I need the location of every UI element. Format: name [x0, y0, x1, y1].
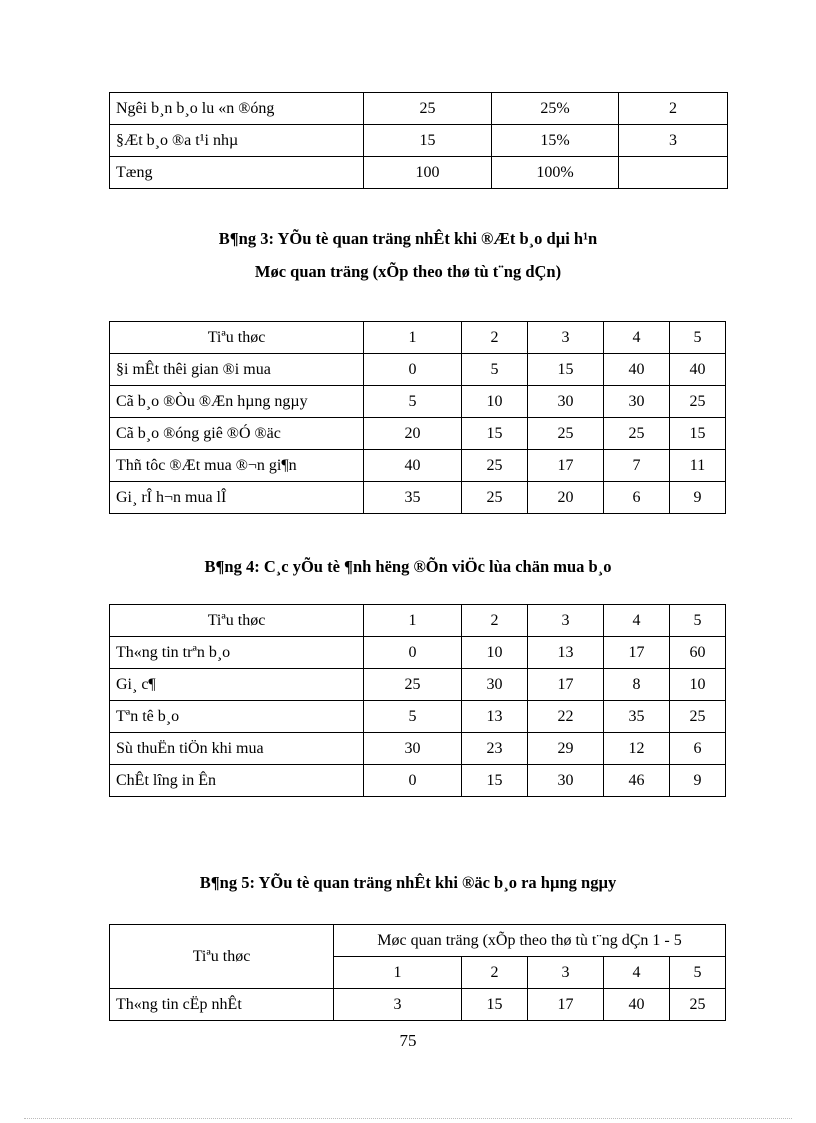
table-row: [110, 125, 728, 157]
table-row: [110, 733, 726, 765]
table-row: [110, 93, 728, 125]
value-cell: 25: [462, 450, 528, 482]
table3-header-row: [110, 322, 726, 354]
row-label-cell: Th«ng tin trªn b¸o: [110, 637, 364, 669]
value-cell: 40: [604, 354, 670, 386]
value-cell: 30: [528, 765, 604, 797]
value-cell: 9: [670, 482, 726, 514]
value-cell: 25: [670, 989, 726, 1021]
row-label-cell: Cã b¸o ®óng giê ®Ó ®äc: [110, 418, 364, 450]
row-label-cell: ChÊt lîng in Ên: [110, 765, 364, 797]
value-cell: 15: [462, 765, 528, 797]
value-cell: 35: [364, 482, 462, 514]
value-cell: 30: [462, 669, 528, 701]
table5-level: 2: [462, 957, 528, 989]
table5-caption: B¶ng 5: YÕu tè quan träng nhÊt khi ®äc b¸o ra hµng ngµy: [199, 873, 617, 892]
value-cell: [619, 157, 728, 189]
value-cell: 9: [670, 765, 726, 797]
value-cell: 10: [462, 637, 528, 669]
header-level-cell: 2: [462, 605, 528, 637]
header-level-cell: 3: [528, 605, 604, 637]
table5-header-row-1: [110, 925, 726, 957]
value-cell: 29: [528, 733, 604, 765]
value-cell: 2: [619, 93, 728, 125]
value-cell: 23: [462, 733, 528, 765]
header-level-cell: 5: [670, 605, 726, 637]
table-row: [110, 354, 726, 386]
table3-subcaption: Møc quan träng (xÕp theo thø tù t¨ng dÇn): [254, 262, 562, 281]
table-row: [110, 482, 726, 514]
value-cell: 35: [604, 701, 670, 733]
value-cell: 25: [364, 669, 462, 701]
header-level-cell: 4: [604, 605, 670, 637]
value-cell: 40: [670, 354, 726, 386]
value-cell: 60: [670, 637, 726, 669]
row-label-cell: Tæng: [110, 157, 364, 189]
value-cell: 6: [604, 482, 670, 514]
table-row: [110, 701, 726, 733]
row-label-cell: Gi¸ rÎ h¬n mua lÎ: [110, 482, 364, 514]
value-cell: 17: [528, 669, 604, 701]
value-cell: 30: [528, 386, 604, 418]
page-number: 75: [399, 1031, 417, 1050]
header-level-cell: 1: [364, 322, 462, 354]
value-cell: 22: [528, 701, 604, 733]
header-level-cell: 2: [462, 322, 528, 354]
table3-caption: B¶ng 3: YÕu tè quan träng nhÊt khi ®Æt b¸o dµi h¹n: [218, 229, 598, 248]
value-cell: 10: [462, 386, 528, 418]
row-label-cell: Ngêi b¸n b¸o lu «n ®óng: [110, 93, 364, 125]
value-cell: 0: [364, 637, 462, 669]
table4-header-row: [110, 605, 726, 637]
value-cell: 25: [604, 418, 670, 450]
value-cell: 10: [670, 669, 726, 701]
row-label-cell: Gi¸ c¶: [110, 669, 364, 701]
row-label-cell: Th«ng tin cËp nhÊt: [110, 989, 334, 1021]
table5-group-header: Møc quan träng (xÕp theo thø tù t¨ng dÇn 1 - 5: [334, 925, 726, 957]
table5-level: 1: [334, 957, 462, 989]
value-cell: 7: [604, 450, 670, 482]
value-cell: 8: [604, 669, 670, 701]
value-cell: 17: [528, 450, 604, 482]
value-cell: 25%: [492, 93, 619, 125]
value-cell: 40: [364, 450, 462, 482]
value-cell: 40: [604, 989, 670, 1021]
value-cell: 25: [462, 482, 528, 514]
value-cell: 17: [604, 637, 670, 669]
value-cell: 20: [528, 482, 604, 514]
header-level-cell: 4: [604, 322, 670, 354]
value-cell: 5: [462, 354, 528, 386]
value-cell: 12: [604, 733, 670, 765]
value-cell: 0: [364, 354, 462, 386]
row-label-cell: Tªn tê b¸o: [110, 701, 364, 733]
table4-caption: B¶ng 4: C¸c yÕu tè ¶nh hëng ®Õn viÖc lùa chän mua b¸o: [204, 557, 612, 576]
header-label-cell: Tiªu thøc: [110, 605, 364, 637]
table-top: [109, 92, 728, 189]
value-cell: 13: [528, 637, 604, 669]
value-cell: 13: [462, 701, 528, 733]
value-cell: 6: [670, 733, 726, 765]
table-5: [109, 924, 726, 1021]
value-cell: 17: [528, 989, 604, 1021]
table-row: [110, 157, 728, 189]
table-row: [110, 669, 726, 701]
row-label-cell: Sù thuËn tiÖn khi mua: [110, 733, 364, 765]
header-label-cell: Tiªu thøc: [110, 322, 364, 354]
table5-level: 4: [604, 957, 670, 989]
value-cell: 15: [528, 354, 604, 386]
value-cell: 100: [364, 157, 492, 189]
table-row: [110, 418, 726, 450]
value-cell: 11: [670, 450, 726, 482]
row-label-cell: Cã b¸o ®Òu ®Æn hµng ngµy: [110, 386, 364, 418]
table5-level: 3: [528, 957, 604, 989]
header-level-cell: 1: [364, 605, 462, 637]
value-cell: 15%: [492, 125, 619, 157]
value-cell: 25: [364, 93, 492, 125]
value-cell: 0: [364, 765, 462, 797]
value-cell: 15: [462, 418, 528, 450]
value-cell: 100%: [492, 157, 619, 189]
value-cell: 5: [364, 386, 462, 418]
value-cell: 3: [334, 989, 462, 1021]
header-level-cell: 3: [528, 322, 604, 354]
table-row: [110, 637, 726, 669]
value-cell: 30: [604, 386, 670, 418]
value-cell: 25: [528, 418, 604, 450]
footer-rule: [24, 1118, 792, 1119]
table-row: [110, 386, 726, 418]
value-cell: 15: [462, 989, 528, 1021]
table-4: [109, 604, 726, 797]
table-row: [110, 989, 726, 1021]
value-cell: 15: [670, 418, 726, 450]
table-row: [110, 765, 726, 797]
value-cell: 25: [670, 386, 726, 418]
table-row: [110, 450, 726, 482]
row-label-cell: §Æt b¸o ®a t¹i nhµ: [110, 125, 364, 157]
value-cell: 5: [364, 701, 462, 733]
value-cell: 30: [364, 733, 462, 765]
row-label-cell: Thñ tôc ®Æt mua ®¬n gi¶n: [110, 450, 364, 482]
value-cell: 25: [670, 701, 726, 733]
value-cell: 15: [364, 125, 492, 157]
value-cell: 20: [364, 418, 462, 450]
table-3: [109, 321, 726, 514]
table5-level: 5: [670, 957, 726, 989]
row-label-cell: §i mÊt thêi gian ®i mua: [110, 354, 364, 386]
header-level-cell: 5: [670, 322, 726, 354]
value-cell: 46: [604, 765, 670, 797]
value-cell: 3: [619, 125, 728, 157]
table5-col-header: Tiªu thøc: [110, 925, 334, 989]
